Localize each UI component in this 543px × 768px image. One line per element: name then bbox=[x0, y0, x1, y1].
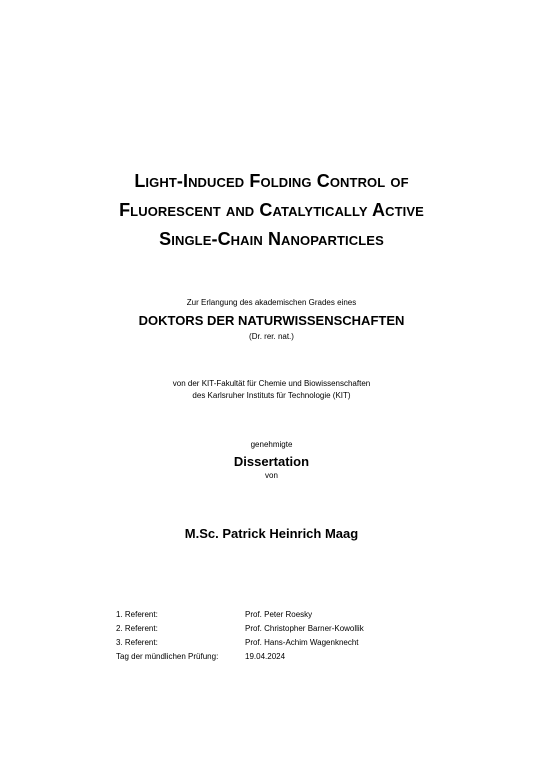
referee-row-3 bbox=[116, 636, 364, 650]
referee-label: 2. Referent: bbox=[116, 624, 158, 633]
exam-date-value: 19.04.2024 bbox=[245, 652, 286, 661]
degree-name: DOKTORS DER NATURWISSENSCHAFTEN bbox=[138, 313, 405, 328]
dissertation-label: Dissertation bbox=[233, 454, 310, 469]
thesis-title bbox=[0, 167, 543, 254]
referee-row-2 bbox=[116, 622, 364, 636]
referee-name: Prof. Peter Roesky bbox=[245, 610, 313, 619]
degree-intro: Zur Erlangung des akademischen Grades eines bbox=[186, 298, 357, 307]
exam-date-label: Tag der mündlichen Prüfung: bbox=[116, 652, 219, 661]
referee-name: Prof. Hans-Achim Wagenknecht bbox=[245, 638, 359, 647]
referee-name: Prof. Christopher Barner-Kowollik bbox=[245, 624, 364, 633]
referee-label: 1. Referent: bbox=[116, 610, 158, 619]
referee-row-1 bbox=[116, 608, 364, 622]
approved-label: genehmigte bbox=[250, 440, 293, 449]
degree-abbreviation: (Dr. rer. nat.) bbox=[249, 332, 294, 341]
faculty-line-1: von der KIT-Fakultät für Chemie und Biowissenschaften bbox=[172, 379, 371, 388]
title-line-3: Single-Chain Nanoparticles bbox=[159, 229, 384, 249]
faculty-line-2: des Karlsruher Instituts für Technologie (KIT) bbox=[192, 391, 351, 400]
title-line-1: Light-Induced Folding Control of bbox=[134, 171, 409, 191]
by-label: von bbox=[265, 471, 278, 480]
exam-date-row bbox=[116, 650, 364, 664]
author-name: M.Sc. Patrick Heinrich Maag bbox=[184, 526, 359, 541]
referee-label: 3. Referent: bbox=[116, 638, 158, 647]
title-line-2: Fluorescent and Catalytically Active bbox=[119, 200, 424, 220]
referee-table bbox=[116, 608, 364, 664]
